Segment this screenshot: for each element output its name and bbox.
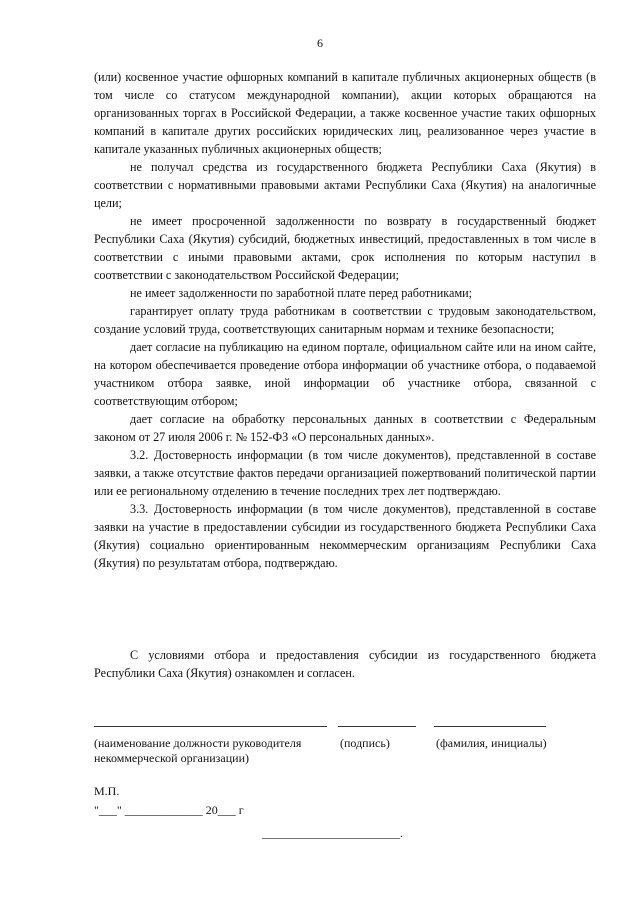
- paragraph-no-salary-debt: не имеет задолженности по заработной плате перед работниками;: [130, 286, 473, 300]
- page-number: 6: [317, 36, 323, 50]
- paragraph-3-2: 3.2. Достоверность информации (в том числе документов), представленной в составе заявки, а также отсутствие фактов передачи организацией пожертвований политической партии или ее региональному отделению в течение последних трех лет подтверждаю.: [94, 448, 596, 498]
- date-line: "___" _____________ 20___ г: [94, 803, 244, 817]
- position-signature-line: [94, 726, 327, 727]
- paragraph-consent-publication: дает согласие на публикацию на едином портале, официальном сайте или на ином сайте, на котором обеспечивается проведение отбора информации об участнике отбора, о подаваемой участником отбора заявке, иной информации об участнике отбора, связанной с соответствующим отбором;: [94, 340, 596, 408]
- paragraph-3-3: 3.3. Достоверность информации (в том числе документов), представленной в составе заявки на участие в предоставлении субсидии из государственного бюджета Республики Саха (Якутия) социально ориентированным некоммерческим организациям Республики Саха (Якутия) по результатам отбора, подтверждаю.: [94, 502, 596, 570]
- name-label: (фамилия, инициалы): [436, 736, 547, 750]
- body-text: [94, 68, 596, 572]
- agreement-statement: С условиями отбора и предоставления субсидии из государственного бюджета Республики Саха (Якутия) ознакомлен и согласен.: [94, 648, 596, 680]
- signature-line: [338, 726, 416, 727]
- bottom-blank-line: _______________________.: [262, 826, 403, 840]
- paragraph-consent-personal-data: дает согласие на обработку персональных данных в соответствии с Федеральным законом от 27 июля 2006 г. № 152-ФЗ «О персональных данных».: [94, 412, 596, 444]
- signature-label: (подпись): [340, 736, 390, 750]
- name-signature-line: [434, 726, 546, 727]
- stamp-label: М.П.: [94, 784, 120, 798]
- paragraph-no-overdue-debt: не имеет просроченной задолженности по возврату в государственный бюджет Республики Саха (Якутия) субсидий, бюджетных инвестиций, предоставленных в том числе в соответствии с иными правовыми актами, срок исполнения по которым наступил в соответствии с законодательством Российской Федерации;: [94, 214, 596, 282]
- position-label: (наименование должности руководителя некоммерческой организации): [94, 736, 302, 765]
- paragraph-no-budget-funds: не получал средства из государственного бюджета Республики Саха (Якутия) в соответствии с нормативными правовыми актами Республики Саха (Якутия) на аналогичные цели;: [94, 160, 596, 210]
- paragraph-offshore-continuation: (или) косвенное участие офшорных компаний в капитале публичных акционерных обществ (в том числе со статусом международной компании), акции которых обращаются на организованных торгах в Российской Федерации, а также косвенное участие таких офшорных компаний в капитале других российских юридических лиц, реализованное через участие в капитале указанных публичных акционерных обществ;: [94, 70, 596, 156]
- paragraph-guarantees-pay: гарантирует оплату труда работникам в соответствии с трудовым законодательством, создание условий труда, соответствующих санитарным нормам и технике безопасности;: [94, 304, 596, 336]
